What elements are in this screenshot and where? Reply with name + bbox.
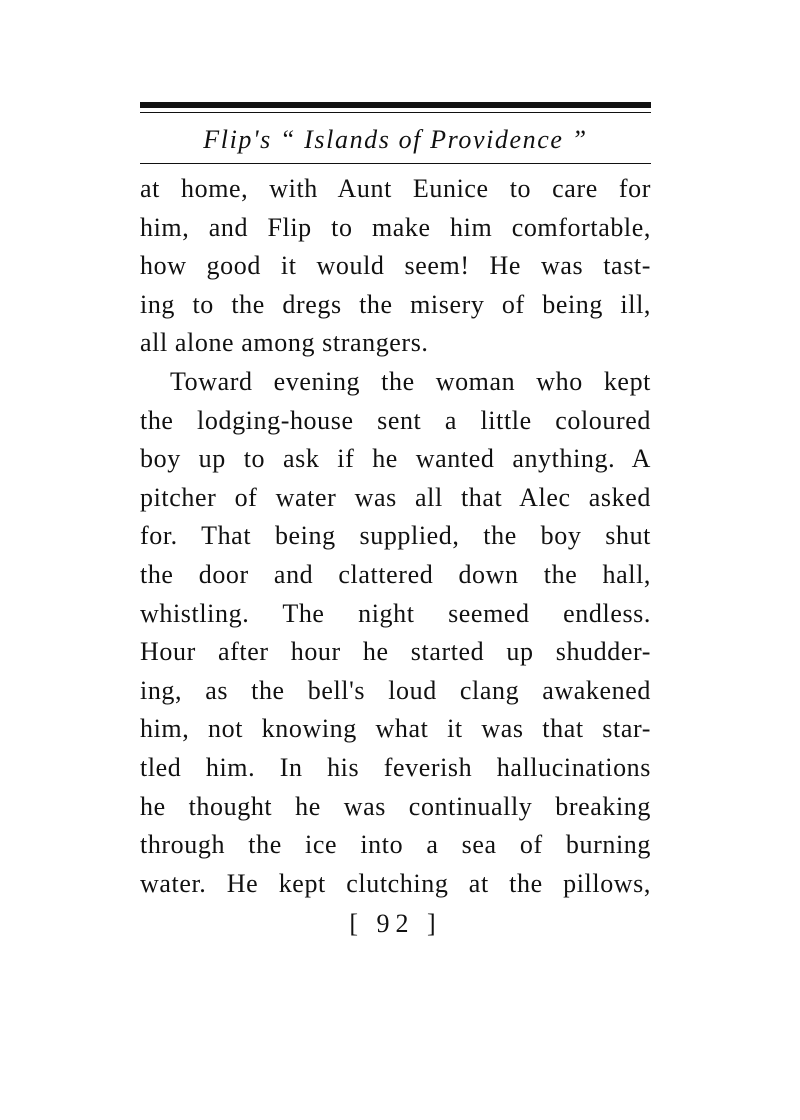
running-head: Flip's “ Islands of Providence ” <box>203 125 588 154</box>
body-text <box>140 170 651 903</box>
text-line: the lodging-house sent a little coloured <box>140 405 651 435</box>
header-rule-thick <box>140 102 651 108</box>
text-line: through the ice into a sea of burning <box>140 830 651 860</box>
text-line: he thought he was continually breaking <box>140 791 651 821</box>
text-line: at home, with Aunt Eunice to care for <box>140 174 651 203</box>
book-page <box>140 102 651 941</box>
text-line: him, not knowing what it was that star- <box>140 714 651 744</box>
text-line: Toward evening the woman who kept <box>170 366 651 396</box>
text-line: the door and clattered down the hall, <box>140 559 651 589</box>
text-line: how good it would seem! He was tast- <box>140 251 651 281</box>
text-line: all alone among strangers. <box>140 328 429 358</box>
text-line: water. He kept clutching at the pillows, <box>140 868 651 898</box>
running-head-rule <box>140 163 651 164</box>
text-line: boy up to ask if he wanted anything. A <box>140 444 651 474</box>
text-line: ing to the dregs the misery of being ill, <box>140 289 651 319</box>
text-line: for. That being supplied, the boy shut <box>140 521 651 551</box>
text-line: whistling. The night seemed endless. <box>140 598 651 628</box>
text-line: pitcher of water was all that Alec asked <box>140 482 651 512</box>
text-line: Hour after hour he started up shudder- <box>140 637 651 667</box>
text-line: tled him. In his feverish hallucinations <box>140 752 651 782</box>
text-line: him, and Flip to make him comfortable, <box>140 212 651 242</box>
text-line: ing, as the bell's loud clang awakened <box>140 675 651 705</box>
page-number: [ 92 ] <box>349 909 442 939</box>
header-rule-thin <box>140 112 651 113</box>
